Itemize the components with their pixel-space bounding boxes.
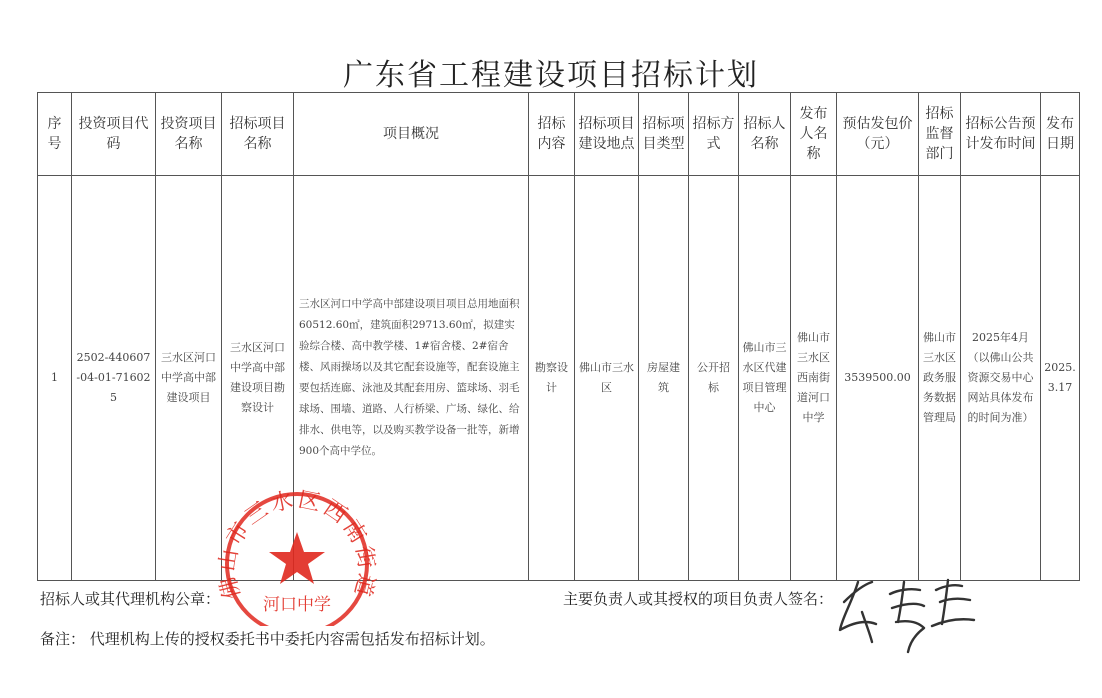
header-type: 招标项目类型 — [639, 93, 689, 176]
official-seal-stamp — [212, 486, 382, 626]
cell-supervisor: 佛山市三水区政务服务数据管理局 — [919, 176, 961, 581]
header-announce-time: 招标公告预计发布时间 — [961, 93, 1041, 176]
header-price: 预估发包价（元） — [837, 93, 919, 176]
cell-type: 房屋建筑 — [639, 176, 689, 581]
header-bid-name: 招标项目名称 — [222, 93, 294, 176]
cell-publisher: 佛山市三水区西南街道河口中学 — [791, 176, 837, 581]
header-location: 招标项目建设地点 — [575, 93, 639, 176]
seal-center-text: 河口中学 — [263, 595, 331, 615]
cell-invest-name: 三水区河口中学高中部建设项目 — [156, 176, 222, 581]
header-supervisor: 招标监督部门 — [919, 93, 961, 176]
header-seq: 序号 — [38, 93, 72, 176]
header-publisher: 发布人名称 — [791, 93, 837, 176]
header-invest-code: 投资项目代码 — [72, 93, 156, 176]
seal-ring-text: 佛山市三水区西南街道 — [215, 487, 379, 602]
cell-bid-content: 勘察设计 — [529, 176, 575, 581]
cell-announce-time: 2025年4月（以佛山公共资源交易中心网站具体发布的时间为准） — [961, 176, 1041, 581]
cell-date: 2025.3.17 — [1041, 176, 1080, 581]
table-row — [38, 176, 1080, 581]
cell-overview: 三水区河口中学高中部建设项目项目总用地面积60512.60㎡，建筑面积29713.60㎡，拟建实验综合楼、高中教学楼、1#宿舍楼、2#宿舍楼、风雨操场以及其它配套设施等，配套设施主要包括连廊、泳池及其配套用房、篮球场、羽毛球场、围墙、道路、人行桥梁、广场、绿化、给排水、供电等，以及购买教学设备一批等，新增900个高中学位。 — [294, 176, 529, 581]
cell-price: 3539500.00 — [837, 176, 919, 581]
seal-label: 招标人或其代理机构公章： — [40, 590, 221, 608]
remark-note: 备注： 代理机构上传的授权委托书中委托内容需包括发布招标计划。 — [40, 630, 495, 648]
bid-plan-table — [37, 92, 1080, 581]
header-bid-content: 招标内容 — [529, 93, 575, 176]
cell-invest-code: 2502-440607-04-01-716025 — [72, 176, 156, 581]
cell-location: 佛山市三水区 — [575, 176, 639, 581]
header-tenderer: 招标人名称 — [739, 93, 791, 176]
handwritten-signature — [832, 572, 982, 654]
cell-seq: 1 — [38, 176, 72, 581]
header-method: 招标方式 — [689, 93, 739, 176]
header-overview: 项目概况 — [294, 93, 529, 176]
header-date: 发布日期 — [1041, 93, 1080, 176]
cell-tenderer: 佛山市三水区代建项目管理中心 — [739, 176, 791, 581]
cell-bid-name: 三水区河口中学高中部建设项目勘察设计 — [222, 176, 294, 581]
cell-method: 公开招标 — [689, 176, 739, 581]
header-invest-name: 投资项目名称 — [156, 93, 222, 176]
signature-label: 主要负责人或其授权的项目负责人签名： — [563, 590, 834, 608]
table-header-row — [38, 93, 1080, 176]
document-title: 广东省工程建设项目招标计划 — [343, 58, 759, 93]
